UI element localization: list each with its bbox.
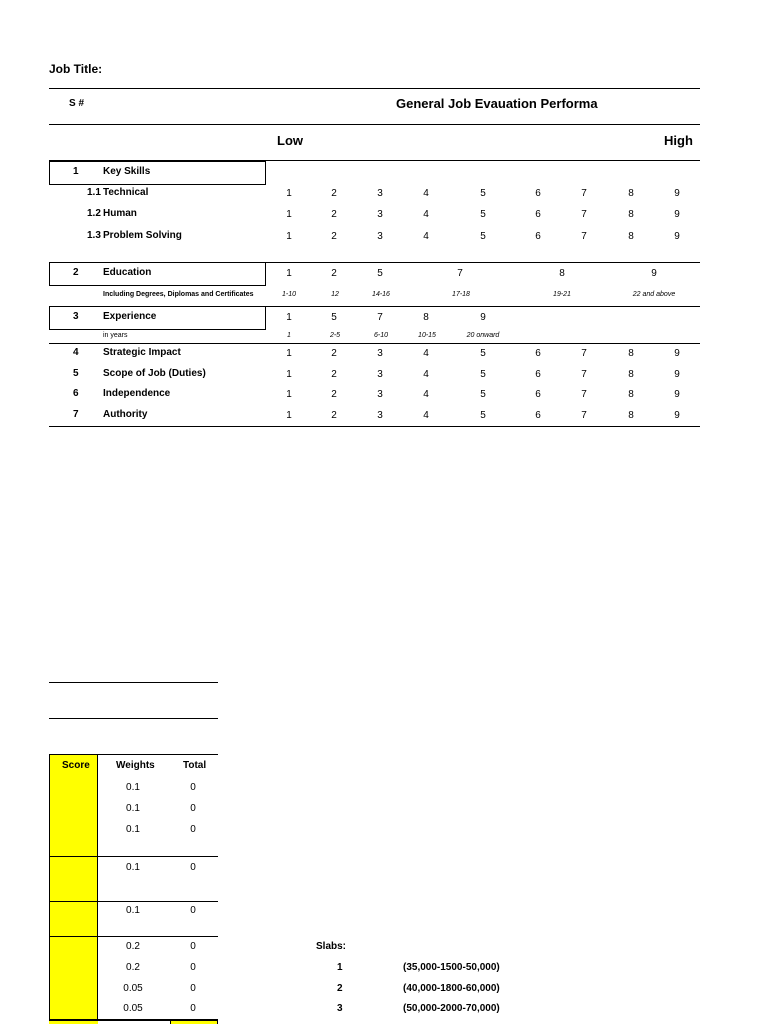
experience-box	[49, 306, 266, 330]
low-label: Low	[277, 133, 303, 148]
slab-range: (40,000-1800-60,000)	[403, 983, 500, 994]
scale-value: 2	[331, 209, 337, 220]
row-label-scope-of-job: Scope of Job (Duties)	[103, 368, 206, 379]
weight-cell: 0.1	[126, 824, 140, 835]
experience-range: 10-15	[418, 332, 436, 339]
divider	[49, 343, 700, 344]
total-header: Total	[183, 760, 207, 771]
scale-value: 9	[674, 209, 680, 220]
education-box	[49, 262, 266, 286]
weight-cell: 0.1	[126, 803, 140, 814]
education-range: 19-21	[553, 291, 571, 298]
education-value: 2	[331, 268, 337, 279]
scale-value: 6	[535, 231, 541, 242]
scale-value: 4	[423, 231, 429, 242]
divider	[266, 306, 700, 307]
weight-cell: 0.1	[126, 905, 140, 916]
divider	[49, 856, 218, 857]
scale-value: 1	[286, 410, 292, 421]
weight-cell: 0.1	[126, 862, 140, 873]
scale-value: 9	[674, 389, 680, 400]
signature-line	[49, 718, 218, 719]
scale-value: 6	[535, 369, 541, 380]
job-title-label: Job Title:	[49, 62, 103, 76]
slab-number: 2	[337, 983, 343, 994]
scale-value: 4	[423, 209, 429, 220]
scale-value: 1	[286, 389, 292, 400]
row-label-experience: Experience	[103, 311, 157, 322]
experience-range: 1	[287, 332, 291, 339]
divider	[49, 901, 218, 902]
scale-value: 6	[535, 389, 541, 400]
scale-value: 5	[480, 209, 486, 220]
education-value: 9	[651, 268, 657, 279]
form-title: General Job Evauation Performa	[396, 96, 598, 111]
scale-value: 2	[331, 348, 337, 359]
experience-value: 7	[377, 312, 383, 323]
experience-value: 8	[423, 312, 429, 323]
scale-value: 3	[377, 348, 383, 359]
scale-value: 7	[581, 188, 587, 199]
scale-value: 5	[480, 231, 486, 242]
education-value: 8	[559, 268, 565, 279]
row-label-human: Human	[103, 208, 137, 219]
row-number: 1.3	[87, 230, 101, 241]
row-number: 2	[73, 267, 79, 278]
scale-value: 1	[286, 369, 292, 380]
weight-cell: 0.1	[126, 782, 140, 793]
scale-value: 3	[377, 209, 383, 220]
divider	[266, 262, 700, 263]
scale-value: 3	[377, 231, 383, 242]
row-number: 1	[73, 166, 79, 177]
scale-value: 6	[535, 188, 541, 199]
scale-value: 8	[628, 389, 634, 400]
scale-value: 3	[377, 389, 383, 400]
slab-range: (50,000-2000-70,000)	[403, 1003, 500, 1014]
scale-value: 7	[581, 369, 587, 380]
weight-cell: 0.2	[126, 941, 140, 952]
scale-value: 9	[674, 231, 680, 242]
education-range: 14-16	[372, 291, 390, 298]
slabs-label: Slabs:	[316, 941, 347, 952]
row-number: 1.1	[87, 187, 101, 198]
total-cell: 0	[190, 824, 196, 835]
education-range: 1-10	[281, 291, 296, 298]
scale-value: 3	[377, 188, 383, 199]
divider	[49, 936, 218, 937]
total-cell: 0	[190, 941, 196, 952]
scale-value: 7	[581, 209, 587, 220]
row-label-independence: Independence	[103, 388, 171, 399]
row-label-key-skills: Key Skills	[103, 166, 151, 177]
scale-value: 5	[480, 410, 486, 421]
scale-value: 7	[581, 389, 587, 400]
scale-value: 8	[628, 209, 634, 220]
scale-value: 8	[628, 348, 634, 359]
divider	[49, 124, 700, 125]
divider	[49, 88, 700, 89]
scale-value: 9	[674, 369, 680, 380]
weight-cell: 0.05	[123, 983, 143, 994]
row-label-education: Education	[103, 267, 152, 278]
scale-value: 5	[480, 389, 486, 400]
score-total-cell	[49, 1019, 98, 1024]
experience-range: 2-5	[329, 332, 341, 339]
scale-value: 1	[286, 188, 292, 199]
scale-value: 8	[628, 410, 634, 421]
education-value: 1	[286, 268, 292, 279]
total-cell: 0	[190, 862, 196, 873]
slab-number: 1	[337, 962, 343, 973]
total-cell: 0	[190, 1003, 196, 1014]
scale-value: 1	[286, 209, 292, 220]
total-cell: 0	[190, 803, 196, 814]
experience-value: 1	[286, 312, 292, 323]
high-label: High	[664, 133, 693, 148]
weight-cell: 0.2	[126, 962, 140, 973]
scale-value: 4	[423, 410, 429, 421]
total-cell: 0	[190, 782, 196, 793]
row-number: 5	[73, 368, 79, 379]
scale-value: 8	[628, 231, 634, 242]
row-label-problem-solving: Problem Solving	[103, 230, 182, 241]
scale-value: 7	[581, 410, 587, 421]
total-cell: 0	[190, 905, 196, 916]
sno-header: S #	[69, 98, 85, 109]
scale-value: 6	[535, 348, 541, 359]
scale-value: 6	[535, 209, 541, 220]
scale-value: 3	[377, 410, 383, 421]
row-label-strategic-impact: Strategic Impact	[103, 347, 181, 358]
experience-value: 9	[480, 312, 486, 323]
row-number: 1.2	[87, 208, 101, 219]
row-number: 7	[73, 409, 79, 420]
scale-value: 2	[331, 410, 337, 421]
scale-value: 7	[581, 348, 587, 359]
scale-value: 8	[628, 369, 634, 380]
scale-value: 7	[581, 231, 587, 242]
education-range: 12	[331, 291, 339, 298]
key-skills-box	[49, 161, 266, 185]
scale-value: 1	[286, 348, 292, 359]
weight-cell: 0.05	[123, 1003, 143, 1014]
slab-number: 3	[337, 1003, 343, 1014]
score-column	[49, 755, 98, 1024]
experience-note: in years	[103, 332, 128, 339]
row-number: 4	[73, 347, 79, 358]
total-cell: 0	[190, 962, 196, 973]
slab-range: (35,000-1500-50,000)	[403, 962, 500, 973]
education-range: 17-18	[452, 291, 470, 298]
row-number: 6	[73, 388, 79, 399]
scale-value: 2	[331, 231, 337, 242]
scale-value: 2	[331, 369, 337, 380]
signature-line	[49, 682, 218, 683]
scale-value: 4	[423, 188, 429, 199]
experience-value: 5	[331, 312, 337, 323]
total-cell: 0	[190, 983, 196, 994]
scale-value: 4	[423, 348, 429, 359]
row-label-technical: Technical	[103, 187, 149, 198]
scale-value: 5	[480, 188, 486, 199]
education-range: 22 and above	[632, 291, 676, 298]
education-value: 5	[377, 268, 383, 279]
education-value: 7	[457, 268, 463, 279]
scale-value: 5	[480, 369, 486, 380]
education-note: Including Degrees, Diplomas and Certificates	[103, 291, 254, 298]
experience-range: 20 onward	[466, 332, 500, 339]
scale-value: 8	[628, 188, 634, 199]
experience-range: 6-10	[373, 332, 388, 339]
scale-value: 4	[423, 369, 429, 380]
scale-value: 9	[674, 188, 680, 199]
row-number: 3	[73, 311, 79, 322]
scale-value: 3	[377, 369, 383, 380]
divider	[49, 426, 700, 427]
scale-value: 2	[331, 188, 337, 199]
weights-header: Weights	[116, 760, 155, 771]
score-header: Score	[62, 760, 90, 771]
scale-value: 1	[286, 231, 292, 242]
scale-value: 9	[674, 348, 680, 359]
scale-value: 6	[535, 410, 541, 421]
scale-value: 4	[423, 389, 429, 400]
scale-value: 5	[480, 348, 486, 359]
scale-value: 2	[331, 389, 337, 400]
row-label-authority: Authority	[103, 409, 148, 420]
scale-value: 9	[674, 410, 680, 421]
